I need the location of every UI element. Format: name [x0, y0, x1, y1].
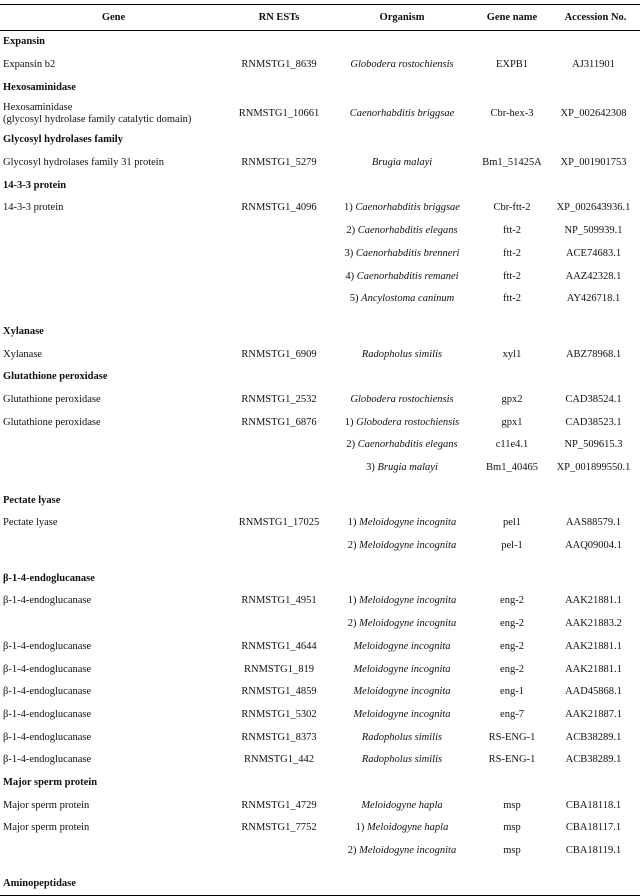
cell-gene — [0, 726, 227, 749]
gene-text: β-1-4-endoglucanase — [3, 731, 92, 743]
table-row — [0, 54, 640, 77]
cell-gene-name: Cbr-ftt-2 — [493, 202, 531, 214]
organism-name: Radopholus similis — [361, 731, 443, 743]
cell-gene-name: eng-2 — [500, 618, 524, 630]
cell-organism — [331, 658, 473, 681]
cell-rn-est: RNMSTG1_819 — [243, 663, 314, 675]
organism-name: Caenorhabditis briggsae — [349, 108, 455, 120]
cell-gene-name: ftt-2 — [502, 293, 522, 305]
organism-index: 2) — [346, 439, 358, 451]
organism-name: Meloidogyne incognita — [353, 686, 451, 698]
category-label: Glycosyl hydrolases family — [3, 134, 123, 146]
cell-rn-est: RNMSTG1_8373 — [241, 731, 317, 743]
organism-index: 2) — [347, 845, 360, 857]
cell-gene — [0, 681, 227, 704]
cell-gene — [0, 220, 227, 243]
category-label: Xylanase — [3, 325, 44, 337]
gene-text: β-1-4-endoglucanase — [3, 686, 92, 698]
organism-index: 3) — [344, 247, 356, 259]
cell-gene-name: eng-1 — [500, 686, 524, 698]
cell-gene — [0, 840, 227, 863]
cell-organism — [331, 54, 473, 77]
cell-rn-est: RNMSTG1_5279 — [241, 157, 317, 169]
organism-name: Caenorhabditis elegans — [357, 225, 458, 237]
cell-organism — [331, 457, 473, 480]
organism-index: 1) — [344, 202, 356, 214]
cell-accession: NP_509939.1 — [564, 225, 623, 237]
table-row — [0, 749, 640, 772]
organism-name: Meloidogyne incognita — [359, 517, 457, 529]
organism-index: 5) — [349, 293, 362, 305]
cell-rn-est — [227, 535, 331, 558]
organism-name: Radopholus similis — [361, 754, 443, 766]
table-row — [0, 197, 640, 220]
cell-rn-est — [227, 457, 331, 480]
category-row — [0, 489, 640, 512]
cell-accession: AAK21881.1 — [565, 640, 622, 652]
category-label: 14-3-3 protein — [3, 179, 67, 191]
cell-organism — [331, 613, 473, 636]
cell-gene-name: Cbr-hex-3 — [490, 108, 534, 120]
gene-text: Xylanase — [3, 348, 43, 360]
table-row — [0, 389, 640, 412]
cell-gene-name: pel-1 — [501, 540, 523, 552]
organism-index: 1) — [344, 416, 357, 428]
organism-name: Brugia malayi — [371, 157, 433, 169]
organism-index: 3) — [366, 462, 378, 474]
organism-name: Meloidogyne incognita — [359, 618, 457, 630]
cell-gene-name: ftt-2 — [502, 247, 522, 259]
cell-organism — [331, 636, 473, 659]
cell-accession: CBA18119.1 — [565, 845, 622, 857]
organism-name: Globodera rostochiensis — [350, 393, 454, 405]
gene-text: β-1-4-endoglucanase — [3, 595, 92, 607]
cell-gene-name: RS-ENG-1 — [488, 754, 536, 766]
organism-index: 2) — [346, 225, 358, 237]
gene-table — [0, 4, 640, 896]
cell-gene — [0, 636, 227, 659]
gene-text: Glycosyl hydrolases family 31 protein — [3, 157, 164, 169]
cell-rn-est: RNMSTG1_4729 — [241, 799, 317, 811]
cell-rn-est — [227, 265, 331, 288]
organism-index: 2) — [347, 618, 360, 630]
cell-accession: AY426718.1 — [566, 293, 621, 305]
cell-accession: XP_001901753 — [560, 157, 627, 169]
cell-accession: CBA18117.1 — [565, 822, 622, 834]
cell-organism — [331, 817, 473, 840]
organism-name: Meloidogyne incognita — [353, 640, 451, 652]
organism-name: Meloidogyne incognita — [353, 708, 451, 720]
organism-name: Meloidogyne hapla — [361, 799, 443, 811]
cell-gene-name: msp — [503, 822, 521, 834]
cell-rn-est: RNMSTG1_442 — [243, 754, 314, 766]
cell-accession: AAK21887.1 — [565, 708, 622, 720]
header-gene: Gene — [0, 5, 227, 31]
cell-gene-name: msp — [503, 799, 521, 811]
cell-rn-est — [227, 613, 331, 636]
cell-accession: CBA18118.1 — [565, 799, 622, 811]
organism-index: 1) — [347, 595, 360, 607]
header-gene-name: Gene name — [473, 5, 551, 31]
table-row — [0, 840, 640, 863]
gene-text: Major sperm protein — [3, 822, 90, 834]
gene-text: β-1-4-endoglucanase — [3, 663, 92, 675]
organism-index: 4) — [345, 270, 357, 282]
cell-gene-name: ftt-2 — [502, 225, 522, 237]
cell-organism — [331, 411, 473, 434]
header-organism: Organism — [331, 5, 473, 31]
spacer-cell — [0, 479, 640, 489]
cell-organism — [331, 512, 473, 535]
table-row — [0, 434, 640, 457]
cell-gene-name: gpx1 — [501, 416, 523, 428]
table-row — [0, 817, 640, 840]
cell-organism — [331, 681, 473, 704]
cell-accession: ACB38289.1 — [565, 754, 622, 766]
cell-gene-name: Bm1_40465 — [486, 462, 538, 474]
cell-gene — [0, 749, 227, 772]
table-row — [0, 99, 640, 129]
cell-gene-name: c11e4.1 — [495, 439, 529, 451]
cell-accession: AAS88579.1 — [565, 517, 622, 529]
cell-rn-est — [227, 220, 331, 243]
cell-accession: AAK21883.2 — [565, 618, 622, 630]
table-row — [0, 288, 640, 311]
table-row — [0, 265, 640, 288]
gene-text: Glutathione peroxidase — [3, 393, 101, 405]
cell-gene-name: EXPB1 — [495, 59, 529, 71]
category-label: Pectate lyase — [3, 494, 61, 506]
gene-text: β-1-4-endoglucanase — [3, 640, 92, 652]
cell-rn-est: RNMSTG1_17025 — [238, 517, 320, 529]
table-row — [0, 535, 640, 558]
cell-gene — [0, 512, 227, 535]
spacer-row — [0, 862, 640, 872]
gene-text: β-1-4-endoglucanase — [3, 754, 92, 766]
cell-gene-name: ftt-2 — [502, 270, 522, 282]
table-row — [0, 726, 640, 749]
cell-rn-est: RNMSTG1_4096 — [241, 202, 317, 214]
cell-gene-name: eng-2 — [500, 640, 524, 652]
table-row — [0, 704, 640, 727]
cell-gene — [0, 288, 227, 311]
cell-accession: ACB38289.1 — [565, 731, 622, 743]
table-row — [0, 152, 640, 175]
organism-name: Meloidogyne incognita — [359, 845, 457, 857]
cell-gene-name: Bm1_51425A — [482, 157, 542, 169]
cell-rn-est: RNMSTG1_6909 — [241, 348, 317, 360]
cell-accession: AAK21881.1 — [565, 595, 622, 607]
cell-accession: AAQ09004.1 — [565, 540, 622, 552]
category-row — [0, 174, 640, 197]
cell-gene — [0, 434, 227, 457]
spacer-row — [0, 557, 640, 567]
category-row — [0, 567, 640, 590]
table-row — [0, 590, 640, 613]
cell-organism — [331, 243, 473, 266]
cell-gene-name: pel1 — [502, 517, 522, 529]
gene-text: Pectate lyase — [3, 517, 58, 529]
organism-index: 2) — [347, 540, 360, 552]
category-label: Glutathione peroxidase — [3, 371, 108, 383]
cell-organism — [331, 288, 473, 311]
category-label: Major sperm protein — [3, 776, 98, 788]
organism-name: Meloidogyne incognita — [359, 595, 457, 607]
cell-accession: XP_001899550.1 — [556, 462, 631, 474]
category-row — [0, 366, 640, 389]
table-body — [0, 31, 640, 896]
table-row — [0, 613, 640, 636]
cell-organism — [331, 434, 473, 457]
organism-name: Meloidogyne incognita — [353, 663, 451, 675]
cell-rn-est: RNMSTG1_5302 — [241, 708, 317, 720]
cell-accession: CAD38523.1 — [565, 416, 622, 428]
cell-rn-est: RNMSTG1_6876 — [241, 416, 317, 428]
cell-accession: AAZ42328.1 — [565, 270, 622, 282]
organism-name: Meloidogyne hapla — [367, 822, 449, 834]
table-row — [0, 512, 640, 535]
table-row — [0, 343, 640, 366]
cell-gene — [0, 389, 227, 412]
table-row — [0, 636, 640, 659]
cell-gene — [0, 817, 227, 840]
spacer-row — [0, 311, 640, 321]
table-row — [0, 658, 640, 681]
cell-gene — [0, 243, 227, 266]
cell-organism — [331, 389, 473, 412]
cell-accession: CAD38524.1 — [565, 393, 622, 405]
cell-accession: XP_002642308 — [560, 108, 627, 120]
cell-organism — [331, 590, 473, 613]
table-row — [0, 794, 640, 817]
gene-text: Hexosaminidase — [3, 102, 73, 114]
organism-name: Caenorhabditis remanei — [356, 270, 459, 282]
header-accession: Accession No. — [551, 5, 640, 31]
cell-organism — [331, 152, 473, 175]
cell-organism — [331, 704, 473, 727]
cell-gene — [0, 265, 227, 288]
table-header — [0, 5, 640, 31]
cell-gene — [0, 411, 227, 434]
table-row — [0, 411, 640, 434]
cell-accession: AAD45868.1 — [565, 686, 622, 698]
organism-name: Caenorhabditis briggsae — [355, 202, 460, 214]
cell-gene — [0, 590, 227, 613]
spacer-row — [0, 479, 640, 489]
spacer-cell — [0, 557, 640, 567]
cell-organism — [331, 343, 473, 366]
gene-text: Major sperm protein — [3, 799, 90, 811]
category-row — [0, 76, 640, 99]
spacer-cell — [0, 311, 640, 321]
cell-accession: NP_509615.3 — [564, 439, 623, 451]
gene-text: Expansin b2 — [3, 59, 56, 71]
cell-rn-est: RNMSTG1_4951 — [241, 595, 317, 607]
cell-organism — [331, 840, 473, 863]
cell-rn-est — [227, 434, 331, 457]
category-row — [0, 872, 640, 895]
category-label: Expansin — [3, 36, 46, 48]
cell-gene-name: eng-2 — [500, 595, 524, 607]
organism-name: Radopholus similis — [361, 348, 443, 360]
spacer-cell — [0, 862, 640, 872]
cell-accession: AAK21881.1 — [565, 663, 622, 675]
cell-gene — [0, 343, 227, 366]
organism-index: 1) — [355, 822, 367, 834]
cell-gene — [0, 535, 227, 558]
header-rn-ests: RN ESTs — [227, 5, 331, 31]
organism-index: 1) — [347, 517, 360, 529]
cell-organism — [331, 749, 473, 772]
cell-rn-est: RNMSTG1_10661 — [238, 108, 320, 120]
gene-text: β-1-4-endoglucanase — [3, 708, 92, 720]
cell-rn-est — [227, 288, 331, 311]
table-row — [0, 457, 640, 480]
cell-gene-name: eng-7 — [500, 708, 524, 720]
cell-gene-name: RS-ENG-1 — [488, 731, 536, 743]
cell-gene-name: gpx2 — [501, 393, 523, 405]
table-row — [0, 243, 640, 266]
cell-organism — [331, 535, 473, 558]
cell-gene — [0, 197, 227, 220]
cell-gene — [0, 99, 227, 129]
category-row — [0, 772, 640, 795]
cell-rn-est — [227, 840, 331, 863]
category-label: Aminopeptidase — [0, 872, 640, 895]
cell-gene — [0, 613, 227, 636]
cell-organism — [331, 220, 473, 243]
cell-rn-est: RNMSTG1_4859 — [241, 686, 317, 698]
organism-name: Brugia malayi — [377, 462, 438, 474]
organism-name: Caenorhabditis elegans — [357, 439, 458, 451]
cell-rn-est — [227, 243, 331, 266]
cell-gene-name: eng-2 — [500, 663, 524, 675]
organism-name: Caenorhabditis brenneri — [355, 247, 460, 259]
organism-name: Globodera rostochiensis — [356, 416, 460, 428]
cell-gene-name: xyl1 — [502, 348, 522, 360]
cell-gene — [0, 457, 227, 480]
category-row — [0, 321, 640, 344]
cell-gene-name: msp — [503, 845, 521, 857]
cell-rn-est: RNMSTG1_8639 — [241, 59, 317, 71]
cell-rn-est: RNMSTG1_2532 — [241, 393, 317, 405]
category-row — [0, 31, 640, 54]
table-row — [0, 681, 640, 704]
category-label: Hexosaminidase — [3, 81, 76, 93]
cell-accession: ABZ78968.1 — [565, 348, 622, 360]
cell-accession: XP_002643936.1 — [556, 202, 631, 214]
cell-rn-est: RNMSTG1_7752 — [241, 822, 317, 834]
gene-text: 14-3-3 protein — [3, 202, 64, 214]
category-row — [0, 129, 640, 152]
table-row — [0, 220, 640, 243]
cell-organism — [331, 726, 473, 749]
cell-gene — [0, 794, 227, 817]
gene-text-detail: (glycosyl hydrolase family catalytic domain) — [3, 114, 192, 126]
cell-accession: ACE74683.1 — [565, 247, 622, 259]
cell-organism — [331, 99, 473, 129]
cell-organism — [331, 265, 473, 288]
cell-gene — [0, 54, 227, 77]
cell-organism — [331, 197, 473, 220]
category-label: β-1-4-endoglucanase — [3, 572, 95, 584]
organism-name: Globodera rostochiensis — [350, 59, 454, 71]
gene-text: Glutathione peroxidase — [3, 416, 101, 428]
cell-gene — [0, 152, 227, 175]
organism-name: Ancylostoma caninum — [361, 293, 455, 305]
cell-gene — [0, 704, 227, 727]
organism-name: Meloidogyne incognita — [359, 540, 457, 552]
cell-accession: AJ311901 — [572, 59, 615, 71]
cell-organism — [331, 794, 473, 817]
cell-rn-est: RNMSTG1_4644 — [241, 640, 317, 652]
cell-gene — [0, 658, 227, 681]
